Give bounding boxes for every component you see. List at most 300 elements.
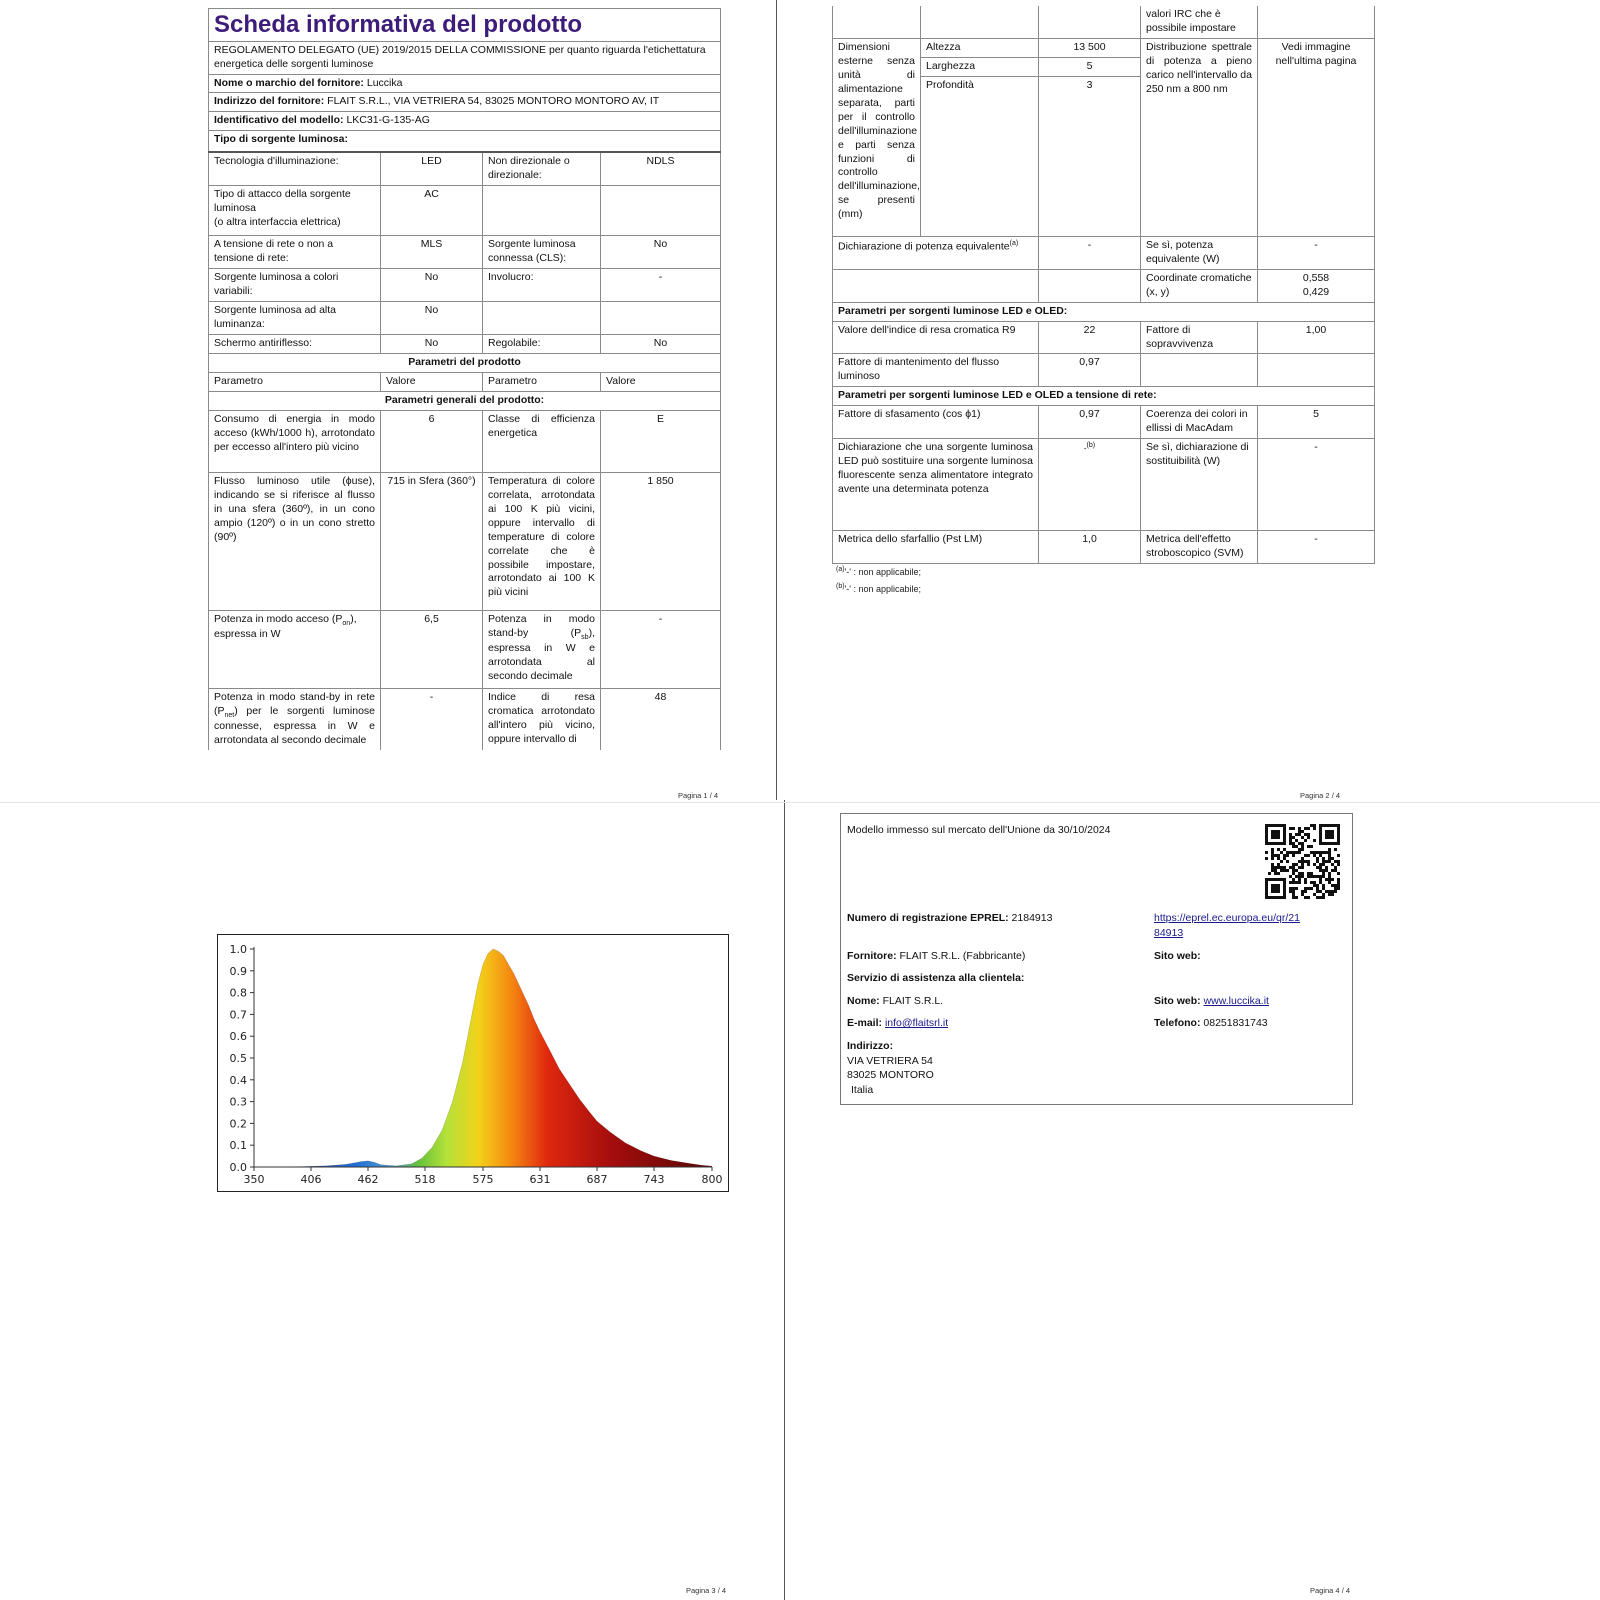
empty-cell xyxy=(833,269,1039,302)
qr-module xyxy=(1310,851,1313,854)
qr-module xyxy=(1319,866,1322,869)
flicker-label: Metrica dello sfarfallio (Pst LM) xyxy=(833,531,1039,564)
qr-module xyxy=(1313,854,1316,857)
spd-label: Distribuzione spettrale di potenza a pieno carico nell'intervallo da 250 nm a 800 nm xyxy=(1141,38,1258,236)
supplier-label: Fornitore: xyxy=(847,950,897,962)
qr-module xyxy=(1277,848,1280,851)
psb-sub: sb xyxy=(581,633,589,641)
mains-label: A tensione di rete o non a tensione di rete: xyxy=(209,236,381,269)
qr-module xyxy=(1325,860,1328,863)
qr-module xyxy=(1271,863,1274,866)
qr-module xyxy=(1265,851,1268,854)
pnet-sub: net xyxy=(224,711,235,719)
qr-module xyxy=(1283,866,1286,869)
qr-module xyxy=(1337,887,1340,890)
colour-value: No xyxy=(381,269,483,302)
cap-label-line2: (o altra interfaccia elettrica) xyxy=(214,216,341,229)
qr-module xyxy=(1292,845,1295,848)
empty-cell xyxy=(483,186,601,236)
qr-module xyxy=(1331,869,1334,872)
qr-module xyxy=(1310,875,1313,878)
equiv-sup: (a) xyxy=(1009,239,1019,247)
pon-label-text-2: ), espressa in W xyxy=(214,612,357,641)
energy-label: Consumo di energia in modo acceso (kWh/1000 h), arrotondato per eccesso all'intero più vicino xyxy=(209,410,381,472)
qr-module xyxy=(1274,866,1277,869)
qr-module xyxy=(1334,887,1337,890)
qr-module xyxy=(1310,881,1313,884)
qr-module xyxy=(1292,878,1295,881)
qr-module xyxy=(1334,869,1337,872)
empty-cell xyxy=(601,302,721,335)
qr-module xyxy=(1313,863,1316,866)
x-tick-label: 518 xyxy=(414,1173,436,1186)
qr-module xyxy=(1298,878,1301,881)
cls-label: Sorgente luminosa connessa (CLS): xyxy=(483,236,601,269)
qr-module xyxy=(1331,890,1334,893)
cct-label: Temperatura di colore correlata, arrotondata ai 100 K più vicini, oppure intervallo di temperature di colore correlate che è possibile impostare, arrotondato ai 100 K più vicini xyxy=(483,472,601,610)
qr-module xyxy=(1289,851,1292,854)
ndls-label: Non direzionale o direzionale: xyxy=(483,152,601,185)
qr-code-icon xyxy=(1265,824,1340,899)
qr-module xyxy=(1298,875,1301,878)
qr-module xyxy=(1271,848,1274,851)
qr-module xyxy=(1307,872,1310,875)
macadam-value: 5 xyxy=(1258,406,1375,439)
qr-module xyxy=(1304,878,1307,881)
qr-module xyxy=(1286,851,1289,854)
qr-module xyxy=(1322,893,1325,896)
qr-module xyxy=(1298,833,1301,836)
qr-module xyxy=(1325,890,1328,893)
qr-module xyxy=(1307,836,1310,839)
x-tick-label: 406 xyxy=(300,1173,322,1186)
y-tick-label: 0.8 xyxy=(229,986,247,1000)
y-tick-label: 1.0 xyxy=(229,943,247,956)
footnote-a-text: '-' : non applicabile; xyxy=(844,567,922,577)
pnet-label-text-2: ) per le sorgenti luminose connesse, espressa in W e arrotondata al secondo decimale xyxy=(214,704,375,747)
qr-module xyxy=(1292,851,1295,854)
qr-module xyxy=(1274,872,1277,875)
spectrum-area xyxy=(254,949,712,1167)
qr-module xyxy=(1322,887,1325,890)
qr-module xyxy=(1292,893,1295,896)
product-info-table-page2 xyxy=(832,6,1375,564)
qr-module xyxy=(1292,881,1295,884)
height-value: 13 500 xyxy=(1039,38,1141,57)
qr-module xyxy=(1310,887,1313,890)
qr-module xyxy=(1292,854,1295,857)
qr-module xyxy=(1304,887,1307,890)
y-tick-label: 0.1 xyxy=(229,1139,247,1153)
flicker-value: 1,0 xyxy=(1039,531,1141,564)
qr-module xyxy=(1334,866,1337,869)
qr-module xyxy=(1298,830,1301,833)
qr-module xyxy=(1328,878,1331,881)
eprel-value: 2184913 xyxy=(1011,912,1053,924)
cct-value: 1 850 xyxy=(601,472,721,610)
qr-module xyxy=(1277,872,1280,875)
qr-module xyxy=(1289,827,1292,830)
service-name-row xyxy=(847,994,943,1009)
qr-module xyxy=(1328,851,1331,854)
qr-module xyxy=(1295,833,1298,836)
qr-module xyxy=(1298,860,1301,863)
r9-label: Valore dell'indice di resa cromatica R9 xyxy=(833,321,1039,354)
website-row xyxy=(1154,994,1269,1009)
qr-module xyxy=(1301,875,1304,878)
page-number-3: Pagina 3 / 4 xyxy=(686,1586,727,1595)
chroma-label: Coordinate cromatiche (x, y) xyxy=(1141,269,1258,302)
supplier-name-label: Nome o marchio del fornitore: xyxy=(214,76,364,89)
dimmable-value: No xyxy=(601,334,721,353)
supplier-name-value: Luccika xyxy=(366,76,403,89)
qr-module xyxy=(1322,857,1325,860)
qr-module xyxy=(1328,893,1331,896)
product-params-header: Parametri del prodotto xyxy=(209,353,721,372)
product-info-table-page1 xyxy=(208,8,721,750)
qr-module xyxy=(1286,860,1289,863)
qr-module xyxy=(1328,860,1331,863)
tech-value: LED xyxy=(381,152,483,185)
empty-cell xyxy=(921,6,1039,38)
qr-module xyxy=(1319,854,1322,857)
qr-module xyxy=(1322,869,1325,872)
qr-module xyxy=(1301,857,1304,860)
qr-module xyxy=(1337,854,1340,857)
qr-module xyxy=(1280,866,1283,869)
qr-module xyxy=(1301,872,1304,875)
address-line3: Italia xyxy=(851,1084,874,1097)
qr-module xyxy=(1316,875,1319,878)
qr-finder-inner xyxy=(1271,830,1280,839)
qr-module xyxy=(1301,866,1304,869)
qr-module xyxy=(1280,851,1283,854)
qr-module xyxy=(1298,866,1301,869)
ndls-value: NDLS xyxy=(601,152,721,185)
general-params-header: Parametri generali del prodotto: xyxy=(209,391,721,410)
qr-module xyxy=(1280,860,1283,863)
y-tick-label: 0.6 xyxy=(229,1030,247,1044)
y-tick-label: 0.7 xyxy=(229,1008,247,1022)
qr-module xyxy=(1301,845,1304,848)
pon-label-text: Potenza in modo acceso (P xyxy=(214,612,343,625)
footnote-a-mark: (a) xyxy=(836,566,845,573)
qr-module xyxy=(1334,890,1337,893)
qr-module xyxy=(1325,851,1328,854)
qr-module xyxy=(1319,875,1322,878)
eprel-link[interactable] xyxy=(1154,911,1300,940)
qr-module xyxy=(1319,878,1322,881)
qr-module xyxy=(1289,890,1292,893)
eprel-row xyxy=(847,911,1052,926)
replace-sup: (b) xyxy=(1086,442,1096,450)
email-link[interactable]: info@flaitsrl.it xyxy=(884,1017,949,1029)
glare-label: Schermo antiriflesso: xyxy=(209,334,381,353)
qr-module xyxy=(1307,854,1310,857)
qr-module xyxy=(1322,872,1325,875)
qr-module xyxy=(1295,839,1298,842)
email-label: E-mail: xyxy=(847,1017,883,1029)
qr-module xyxy=(1292,869,1295,872)
qr-module xyxy=(1319,881,1322,884)
qr-module xyxy=(1295,887,1298,890)
qr-module xyxy=(1325,869,1328,872)
qr-module xyxy=(1304,833,1307,836)
qr-module xyxy=(1304,890,1307,893)
qr-module xyxy=(1292,866,1295,869)
qr-module xyxy=(1316,857,1319,860)
qr-module xyxy=(1295,845,1298,848)
qr-module xyxy=(1337,872,1340,875)
qr-module xyxy=(1322,884,1325,887)
replace-w-label: Se sì, dichiarazione di sostituibilità (W) xyxy=(1141,439,1258,531)
replace-value xyxy=(1039,439,1141,531)
page-number-2: Pagina 2 / 4 xyxy=(1300,791,1341,800)
qr-module xyxy=(1292,827,1295,830)
dims-label: Dimensioni esterne senza unità di alimentazione separata, parti per il controllo dell'illuminazione e parti senza funzioni di controllo dell'illuminazione, se presenti (mm) xyxy=(833,38,921,236)
qr-module xyxy=(1268,872,1271,875)
qr-module xyxy=(1307,845,1310,848)
qr-module xyxy=(1277,863,1280,866)
qr-module xyxy=(1307,860,1310,863)
qr-module xyxy=(1331,863,1334,866)
qr-module xyxy=(1337,878,1340,881)
psb-value: - xyxy=(601,610,721,688)
qr-module xyxy=(1298,872,1301,875)
phone-row xyxy=(1154,1016,1268,1031)
pnet-label-text: Potenza in modo stand-by in rete (P xyxy=(214,690,375,717)
replace-w-value: - xyxy=(1258,439,1375,531)
qr-module xyxy=(1304,896,1307,899)
qr-module xyxy=(1316,866,1319,869)
qr-module xyxy=(1316,890,1319,893)
qr-module xyxy=(1301,830,1304,833)
tech-label: Tecnologia d'illuminazione: xyxy=(209,152,381,185)
flux-value: 715 in Sfera (360°) xyxy=(381,472,483,610)
email-row xyxy=(847,1016,948,1031)
x-tick-label: 575 xyxy=(472,1173,494,1186)
x-tick-label: 631 xyxy=(529,1173,551,1186)
page-4-info-box xyxy=(840,813,1353,1105)
qr-finder-inner xyxy=(1271,884,1280,893)
qr-module xyxy=(1313,839,1316,842)
highlum-label: Sorgente luminosa ad alta luminanza: xyxy=(209,302,381,335)
market-text: Modello immesso sul mercato dell'Unione da 30/10/2024 xyxy=(847,824,1111,836)
led-header: Parametri per sorgenti luminose LED e OLED: xyxy=(833,302,1375,321)
qr-module xyxy=(1328,872,1331,875)
macadam-label: Coerenza dei colori in ellissi di MacAdam xyxy=(1141,406,1258,439)
qr-module xyxy=(1274,854,1277,857)
equiv-value: - xyxy=(1039,236,1141,269)
pnet-value: - xyxy=(381,688,483,750)
address-label: Indirizzo: xyxy=(847,1040,894,1052)
eprel-link-line2[interactable]: 84913 xyxy=(1154,926,1184,939)
qr-module xyxy=(1322,860,1325,863)
qr-module xyxy=(1328,857,1331,860)
empty-cell xyxy=(1039,6,1141,38)
pon-sub: on xyxy=(342,619,351,627)
qr-module xyxy=(1313,893,1316,896)
qr-module xyxy=(1316,860,1319,863)
qr-module xyxy=(1295,881,1298,884)
qr-module xyxy=(1274,869,1277,872)
footnote-b-text: '-' : non applicabile; xyxy=(844,584,922,594)
qr-module xyxy=(1328,881,1331,884)
qr-module xyxy=(1301,893,1304,896)
qr-module xyxy=(1292,890,1295,893)
page-number-1: Pagina 1 / 4 xyxy=(678,791,719,800)
spectrum-chart-svg xyxy=(218,935,728,1191)
equiv-w-label: Se sì, potenza equivalente (W) xyxy=(1141,236,1258,269)
qr-module xyxy=(1271,854,1274,857)
qr-module xyxy=(1301,863,1304,866)
y-tick-label: 0.4 xyxy=(229,1073,247,1087)
qr-module xyxy=(1283,854,1286,857)
spectrum-area-layer xyxy=(254,949,712,1167)
qr-module xyxy=(1313,881,1316,884)
phone-label: Telefono: xyxy=(1154,1017,1201,1029)
qr-module xyxy=(1301,890,1304,893)
qr-module xyxy=(1322,875,1325,878)
qr-module xyxy=(1301,836,1304,839)
class-label: Classe di efficienza energetica xyxy=(483,410,601,472)
supplier-address-label: Indirizzo del fornitore: xyxy=(214,95,325,108)
qr-module xyxy=(1337,863,1340,866)
qr-module xyxy=(1283,848,1286,851)
qr-module xyxy=(1319,869,1322,872)
source-type-label: Tipo di sorgente luminosa: xyxy=(209,131,721,153)
qr-module xyxy=(1331,884,1334,887)
survival-label: Fattore di sopravvivenza xyxy=(1141,321,1258,354)
model-id-row xyxy=(209,112,721,131)
colour-label: Sorgente luminosa a colori variabili: xyxy=(209,269,381,302)
page-1 xyxy=(208,8,720,750)
spd-value: Vedi immagine nell'ultima pagina xyxy=(1258,38,1375,236)
qr-module xyxy=(1289,875,1292,878)
flux-label: Flusso luminoso utile (ϕuse), indicando se si riferisce al flusso in una sfera (360º), in un cono ampio (120º) o in un cono stretto (90º) xyxy=(209,472,381,610)
x-tick-label: 800 xyxy=(701,1173,723,1186)
spectrum-chart xyxy=(217,934,729,1192)
svm-label: Metrica dell'effetto stroboscopico (SVM) xyxy=(1141,531,1258,564)
width-value: 5 xyxy=(1039,57,1141,76)
empty-cell xyxy=(601,186,721,236)
qr-module xyxy=(1307,896,1310,899)
qr-module xyxy=(1271,866,1274,869)
qr-module xyxy=(1298,848,1301,851)
qr-module xyxy=(1298,881,1301,884)
qr-module xyxy=(1307,863,1310,866)
qr-module xyxy=(1298,827,1301,830)
width-label: Larghezza xyxy=(921,57,1039,76)
qr-module xyxy=(1313,851,1316,854)
qr-module xyxy=(1334,848,1337,851)
qr-module xyxy=(1313,884,1316,887)
qr-module xyxy=(1331,893,1334,896)
regulation-text: REGOLAMENTO DELEGATO (UE) 2019/2015 DELLA COMMISSIONE per quanto riguarda l'etichettatura energetica delle sorgenti luminose xyxy=(209,41,721,74)
website-link[interactable]: www.luccika.it xyxy=(1203,995,1269,1007)
height-label: Altezza xyxy=(921,38,1039,57)
empty-cell xyxy=(833,6,921,38)
qr-module xyxy=(1271,869,1274,872)
website-label-2: Sito web: xyxy=(1154,995,1201,1007)
address-line1: VIA VETRIERA 54 xyxy=(847,1054,933,1067)
qr-module xyxy=(1298,842,1301,845)
qr-module xyxy=(1301,860,1304,863)
qr-module xyxy=(1295,875,1298,878)
model-id-label: Identificativo del modello: xyxy=(214,114,344,127)
qr-module xyxy=(1304,839,1307,842)
qr-module xyxy=(1307,833,1310,836)
qr-module xyxy=(1295,851,1298,854)
qr-module xyxy=(1289,881,1292,884)
qr-module xyxy=(1265,857,1268,860)
qr-module xyxy=(1328,890,1331,893)
col-header-value: Valore xyxy=(601,372,721,391)
qr-module xyxy=(1328,854,1331,857)
qr-module xyxy=(1328,848,1331,851)
qr-module xyxy=(1313,827,1316,830)
pnet-label xyxy=(209,688,381,750)
eprel-link-line1[interactable]: https://eprel.ec.europa.eu/qr/21 xyxy=(1154,912,1300,924)
class-value: E xyxy=(601,410,721,472)
qr-module xyxy=(1304,854,1307,857)
empty-cell xyxy=(1141,354,1258,387)
qr-module xyxy=(1325,878,1328,881)
qr-module xyxy=(1289,836,1292,839)
page-2 xyxy=(832,6,1357,564)
qr-module xyxy=(1289,887,1292,890)
col-header-value: Valore xyxy=(381,372,483,391)
model-id-value: LKC31-G-135-AG xyxy=(346,114,430,127)
qr-module xyxy=(1289,833,1292,836)
qr-module xyxy=(1337,884,1340,887)
qr-module xyxy=(1292,887,1295,890)
qr-finder-inner xyxy=(1325,830,1334,839)
cri-value: 48 xyxy=(601,688,721,750)
pon-value: 6,5 xyxy=(381,610,483,688)
supplier-row xyxy=(847,949,1025,964)
cap-label-line1: Tipo di attacco della sorgente luminosa xyxy=(214,188,351,215)
qr-module xyxy=(1319,863,1322,866)
qr-module xyxy=(1313,875,1316,878)
highlum-value: No xyxy=(381,302,483,335)
qr-module xyxy=(1304,827,1307,830)
qr-module xyxy=(1277,854,1280,857)
service-label: Servizio di assistenza alla clientela: xyxy=(847,972,1025,984)
chroma-x: 0,558 xyxy=(1302,271,1330,284)
qr-module xyxy=(1271,857,1274,860)
qr-module xyxy=(1292,872,1295,875)
address-block xyxy=(847,1039,934,1098)
cls-value: No xyxy=(601,236,721,269)
qr-module xyxy=(1322,863,1325,866)
qr-module xyxy=(1301,848,1304,851)
page-title: Scheda informativa del prodotto xyxy=(209,9,721,42)
qr-module xyxy=(1292,836,1295,839)
qr-module xyxy=(1307,827,1310,830)
qr-module xyxy=(1325,866,1328,869)
replace-label: Dichiarazione che una sorgente luminosa LED può sostituire una sorgente luminosa fluorescente senza alimentatore integrato avente una determinata potenza xyxy=(833,439,1039,531)
qr-module xyxy=(1286,854,1289,857)
qr-module xyxy=(1298,851,1301,854)
x-tick-label: 462 xyxy=(357,1173,379,1186)
y-tick-label: 0.9 xyxy=(229,964,247,978)
qr-module xyxy=(1301,842,1304,845)
empty-cell xyxy=(1039,269,1141,302)
qr-module xyxy=(1310,872,1313,875)
empty-cell xyxy=(483,302,601,335)
replace-value-text: - xyxy=(1083,443,1087,453)
